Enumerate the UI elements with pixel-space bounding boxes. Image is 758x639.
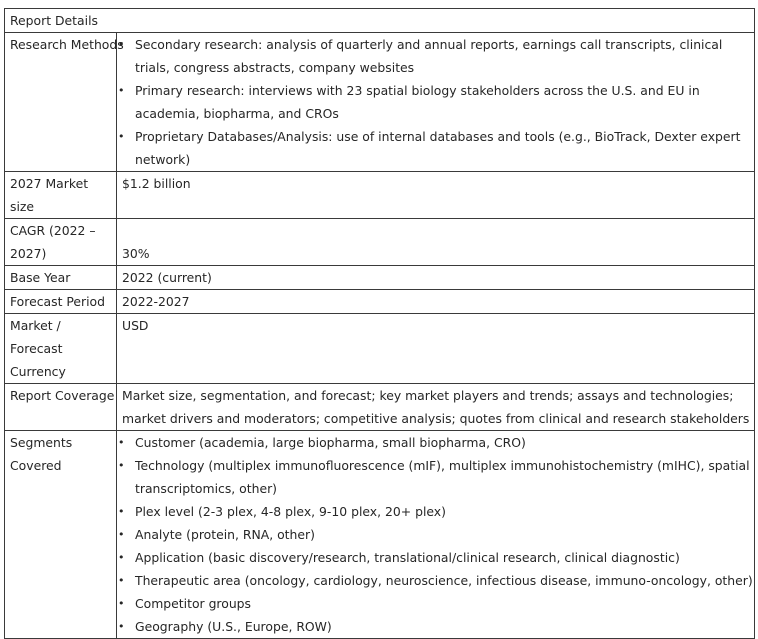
row-value-report-coverage: Market size, segmentation, and forecast; key market players and trends; assays and technologies; market drivers and moderators; competitive analysis; quotes from clinical and research stakeholders: [117, 384, 755, 431]
list-item: • Secondary research: analysis of quarterly and annual reports, earnings call transcripts, clinical trials, congress abstracts, company websites: [122, 33, 754, 79]
table-row: [5, 266, 755, 290]
table-row: [5, 314, 755, 384]
list-item: • Competitor groups: [122, 592, 754, 615]
list-item: • Customer (academia, large biopharma, small biopharma, CRO): [122, 431, 754, 454]
research-methods-list: [122, 33, 754, 171]
segments-list: [122, 431, 754, 638]
cagr-value: 30%: [122, 246, 150, 261]
list-item: • Primary research: interviews with 23 spatial biology stakeholders across the U.S. and EU in academia, biopharma, and CROs: [122, 79, 754, 125]
table-row: [5, 219, 755, 266]
table-header: Report Details: [5, 9, 755, 33]
row-label-cagr: CAGR (2022 – 2027): [5, 219, 117, 266]
list-item: • Geography (U.S., Europe, ROW): [122, 615, 754, 638]
table-row: [5, 172, 755, 219]
table-row: [5, 431, 755, 639]
row-label-currency: Market / Forecast Currency: [5, 314, 117, 384]
table-row: [5, 384, 755, 431]
table-header-row: [5, 9, 755, 33]
row-label-base-year: Base Year: [5, 266, 117, 290]
report-details-table: [4, 8, 755, 639]
row-value-base-year: 2022 (current): [117, 266, 755, 290]
row-label-report-coverage: Report Coverage: [5, 384, 117, 431]
list-item: • Proprietary Databases/Analysis: use of internal databases and tools (e.g., BioTrack, Dexter expert network): [122, 125, 754, 171]
list-item: • Analyte (protein, RNA, other): [122, 523, 754, 546]
list-item: • Application (basic discovery/research, translational/clinical research, clinical diagnostic): [122, 546, 754, 569]
list-item: • Therapeutic area (oncology, cardiology, neuroscience, infectious disease, immuno-oncology, other): [122, 569, 754, 592]
row-value-market-size: $1.2 billion: [117, 172, 755, 219]
row-value-forecast-period: 2022-2027: [117, 290, 755, 314]
row-value-cagr: [117, 219, 755, 266]
list-item: • Plex level (2-3 plex, 4-8 plex, 9-10 plex, 20+ plex): [122, 500, 754, 523]
row-label-segments: Segments Covered: [5, 431, 117, 639]
list-item: • Technology (multiplex immunofluorescence (mIF), multiplex immunohistochemistry (mIHC), spatial transcriptomics, other): [122, 454, 754, 500]
row-value-research-methods: [117, 33, 755, 172]
table-row: [5, 290, 755, 314]
row-value-segments: [117, 431, 755, 639]
table-row: [5, 33, 755, 172]
row-label-market-size: 2027 Market size: [5, 172, 117, 219]
row-label-forecast-period: Forecast Period: [5, 290, 117, 314]
row-label-research-methods: Research Methods: [5, 33, 117, 172]
row-value-currency: USD: [117, 314, 755, 384]
